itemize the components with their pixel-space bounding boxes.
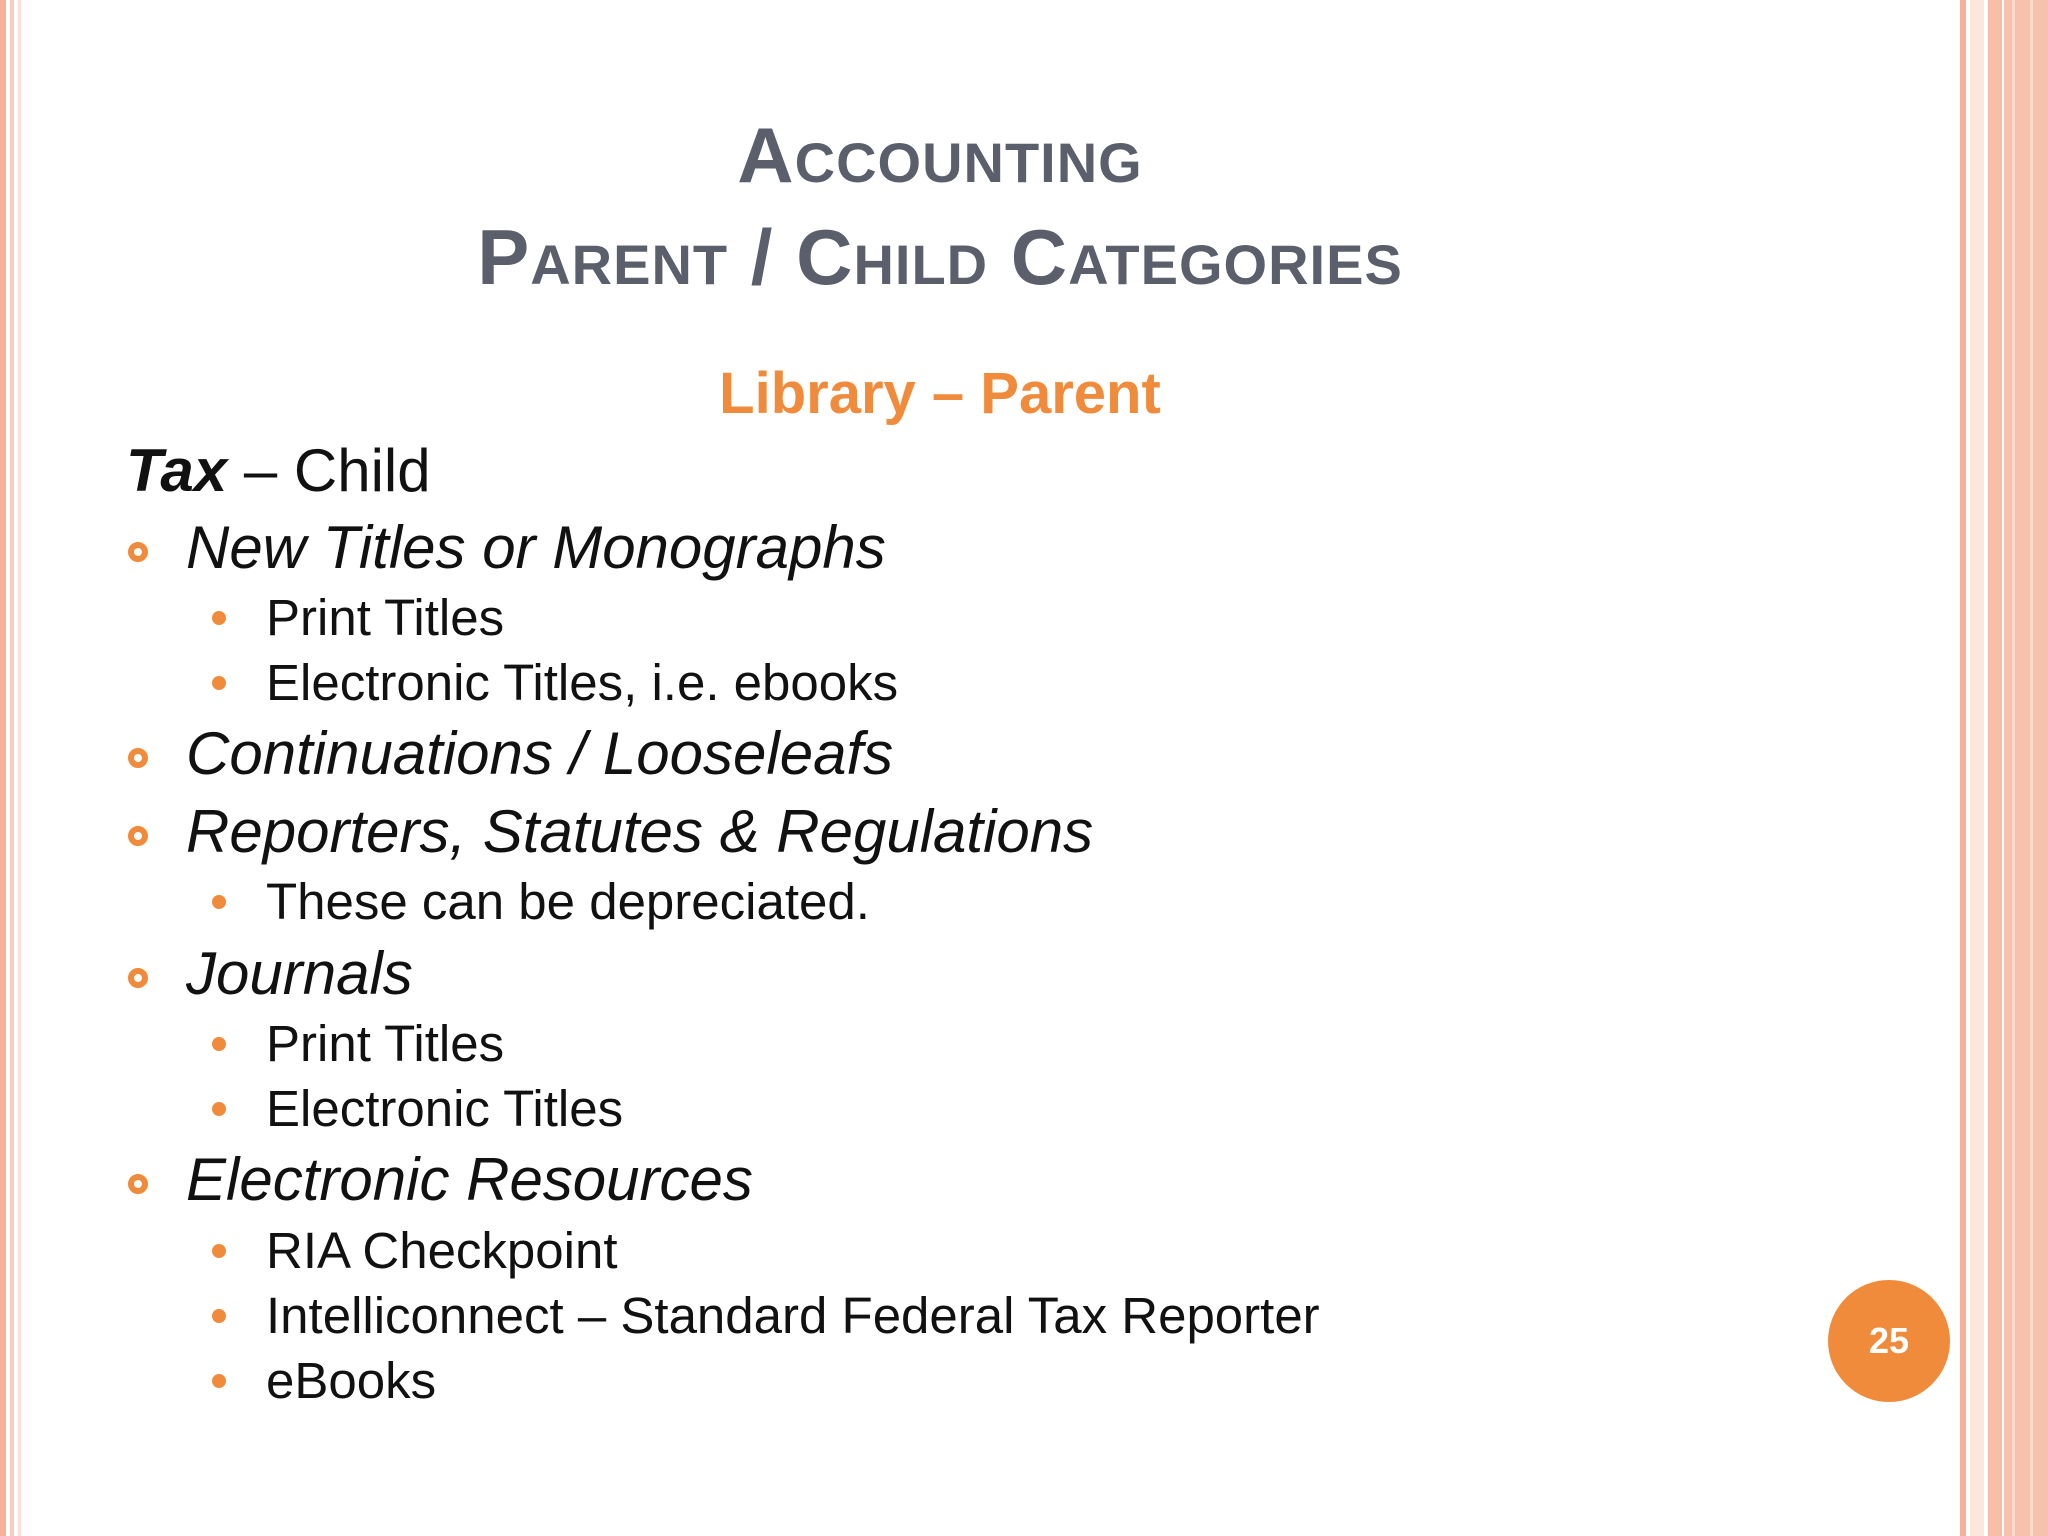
dot-bullet-icon	[212, 895, 226, 909]
title-cap-letter: C	[1010, 213, 1069, 301]
right-border-strip	[1970, 0, 1984, 1536]
title-cap-letter: A	[737, 111, 795, 199]
dot-bullet-icon	[212, 676, 226, 690]
sub-list-item: These can be depreciated.	[266, 873, 870, 930]
hollow-circle-bullet-icon	[128, 968, 148, 988]
hollow-circle-bullet-icon	[128, 542, 148, 562]
heading-rest: – Child	[227, 437, 431, 504]
title-word-rest: ATEGORIES	[1068, 233, 1403, 296]
sub-list-item: RIA Checkpoint	[266, 1222, 618, 1279]
dot-bullet-icon	[212, 1244, 226, 1258]
dot-bullet-icon	[212, 1374, 226, 1388]
list-item: Reporters, Statutes & Regulations	[186, 798, 1094, 865]
sub-list-item: Electronic Titles, i.e. ebooks	[266, 654, 899, 711]
dot-bullet-icon	[212, 1102, 226, 1116]
sub-list-item: eBooks	[266, 1352, 437, 1409]
title-separator: /	[728, 213, 797, 301]
slide-subtitle: Library – Parent	[719, 361, 1161, 426]
right-border-strip	[2004, 0, 2048, 1536]
hollow-circle-bullet-icon	[128, 748, 148, 768]
page-number-badge: 25	[1828, 1280, 1950, 1402]
heading-bold-term: Tax	[126, 437, 228, 504]
hollow-circle-bullet-icon	[128, 1174, 148, 1194]
title-cap-letter: C	[796, 213, 854, 301]
right-border-strip	[1988, 0, 2002, 1536]
right-border-strip	[2030, 0, 2033, 1536]
slide-title-line-1	[0, 111, 1880, 199]
section-heading	[126, 436, 431, 505]
right-border-strip	[1960, 0, 1966, 1536]
list-item: Journals	[186, 940, 413, 1007]
title-word-rest: CCOUNTING	[794, 131, 1143, 194]
sub-list-item: Print Titles	[266, 1015, 505, 1072]
title-cap-letter: P	[477, 213, 531, 301]
dot-bullet-icon	[212, 611, 226, 625]
list-item: Continuations / Looseleafs	[186, 720, 894, 787]
title-word-rest: ARENT	[530, 233, 729, 296]
list-item: Electronic Resources	[186, 1146, 753, 1213]
right-border-strip	[2012, 0, 2015, 1536]
sub-list-item: Intelliconnect – Standard Federal Tax Reporter	[266, 1287, 1320, 1344]
dot-bullet-icon	[212, 1037, 226, 1051]
list-item: New Titles or Monographs	[186, 514, 886, 581]
title-word-rest: HILD	[853, 233, 989, 296]
sub-list-item: Print Titles	[266, 589, 505, 646]
title-separator	[988, 213, 1011, 301]
slide-title-line-2	[0, 213, 1880, 301]
hollow-circle-bullet-icon	[128, 826, 148, 846]
sub-list-item: Electronic Titles	[266, 1080, 624, 1137]
dot-bullet-icon	[212, 1309, 226, 1323]
